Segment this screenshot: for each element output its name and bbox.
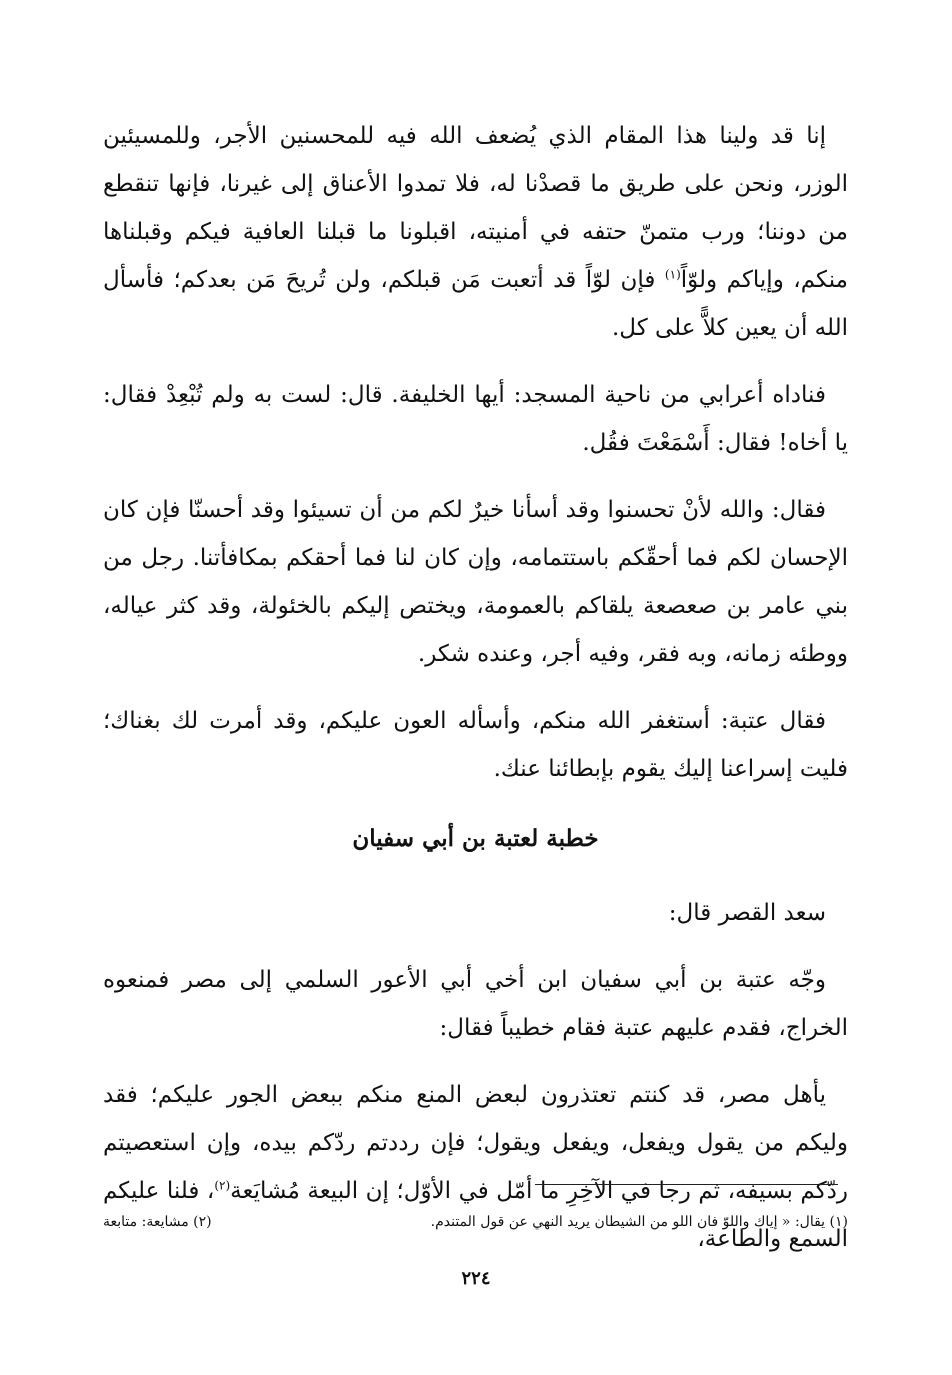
paragraph-3 bbox=[103, 486, 848, 678]
footnote-ref-2: (٢) bbox=[214, 1178, 231, 1193]
paragraph-6-text: وجّه عتبة بن أبي سفيان ابن أخي أبي الأعور السلمي إلى مصر فمنعوه الخراج، فقدم عليهم عتبة فقام خطيباً فقال: bbox=[103, 967, 848, 1041]
footnote-1: (١) يقال: « إياك واللوّ فان اللو من الشيطان يريد النهي عن قول المتندم. bbox=[430, 1214, 848, 1230]
footnotes bbox=[103, 1214, 848, 1230]
paragraph-1-rest: فإن لوّاً قد أتعبت مَن قبلكم، ولن تُريحَ مَن بعدكم؛ فأسأل الله أن يعين كلاًّ على كل. bbox=[103, 267, 848, 341]
paragraph-4-text: فقال عتبة: أستغفر الله منكم، وأسأله العون عليكم، وقد أمرت لك بغناك؛ فليت إسراعنا إليك يقوم بإبطائنا عنك. bbox=[103, 708, 848, 782]
paragraph-7-rest: ، فلنا عليكم السمع والطاعة، bbox=[103, 1178, 848, 1252]
paragraph-4 bbox=[103, 697, 848, 793]
paragraph-7-text: يأهل مصر، قد كنتم تعتذرون لبعض المنع منكم ببعض الجور عليكم؛ فقد وليكم من يقول ويفعل، ويفعل ويقول؛ فإن رددتم ردّكم بيده، وإن استعصيتم ردّكم بسيفه، ثم رجا في الآخِرِ ما أمّل في الأوّل؛ إن البيعة مُشايَعة bbox=[103, 1082, 848, 1204]
page-number: ٢٢٤ bbox=[461, 1268, 491, 1289]
paragraph-5 bbox=[103, 889, 848, 937]
footnote-2: (٢) مشايعة: متابعة bbox=[103, 1214, 212, 1230]
footnote-ref-1: (١) bbox=[664, 267, 681, 282]
paragraph-7 bbox=[103, 1071, 848, 1263]
paragraph-2 bbox=[103, 371, 848, 467]
section-heading: خطبة لعتبة بن أبي سفيان bbox=[352, 825, 599, 852]
paragraph-1 bbox=[103, 112, 848, 352]
main-text bbox=[103, 112, 848, 1282]
paragraph-2-text: فناداه أعرابي من ناحية المسجد: أيها الخليفة. قال: لست به ولم تُبْعِدْ فقال: يا أخاه! فقال: أَسْمَعْتَ فقُل. bbox=[103, 382, 848, 456]
paragraph-6 bbox=[103, 956, 848, 1052]
footnote-divider bbox=[535, 1184, 838, 1185]
paragraph-5-text: سعد القصر قال: bbox=[668, 900, 826, 926]
paragraph-3-text: فقال: والله لأنْ تحسنوا وقد أسأنا خيرٌ لكم من أن تسيئوا وقد أحسنّا فإن كان الإحسان لكم فما أحقّكم باستتمامه، وإن كان لنا فما أحقكم بمكافأتنا. رجل من بني عامر بن صعصعة يلقاكم بالعمومة، ويختص إليكم بالخئولة، وقد كثر عياله، ووطئه زمانه، وبه فقر، وفيه أجر، وعنده شكر. bbox=[103, 497, 848, 667]
paragraph-1-text: إنا قد ولينا هذا المقام الذي يُضعف الله فيه للمحسنين الأجر، وللمسيئين الوزر، ونحن على طريق ما قصدْنا له، فلا تمدوا الأعناق إلى غيرنا، فإنها تنقطع من دوننا؛ ورب متمنّ حتفه في أمنيته، اقبلونا ما قبلنا العافية فيكم وقبلناها منكم، وإياكم ولوّاً bbox=[103, 123, 848, 293]
